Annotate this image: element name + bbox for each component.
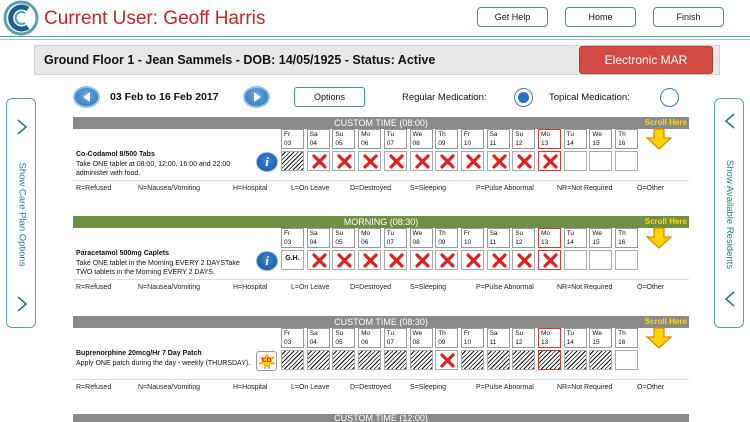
refused-x-icon: [362, 153, 379, 170]
legend-item: S=Sleeping: [410, 185, 447, 192]
row-divider: [73, 379, 689, 380]
triangle-right-icon: [251, 91, 263, 103]
refused-x-icon: [388, 153, 405, 170]
patient-summary: Ground Floor 1 - Jean Sammels - DOB: 14/05/1925 - Status: Active: [44, 53, 436, 67]
time-banner: [73, 316, 689, 328]
administration-cell[interactable]: [461, 350, 484, 370]
legend-item: D=Destroyed: [350, 384, 392, 391]
scroll-here-label[interactable]: Scroll Here: [644, 217, 687, 226]
cell-code-label: G.H.: [285, 255, 300, 262]
administration-cell[interactable]: [615, 151, 638, 171]
header-divider: [0, 36, 750, 37]
refused-x-icon: [439, 153, 456, 170]
day-header-cell: Sa 04: [307, 328, 330, 348]
administration-cell[interactable]: [564, 250, 587, 270]
administration-cell[interactable]: [487, 250, 510, 270]
date-range: 03 Feb to 16 Feb 2017: [110, 91, 219, 103]
legend-item: L=On Leave: [291, 284, 330, 291]
time-banner-label: CUSTOM TIME (08:00): [334, 118, 428, 128]
time-banner-label: CUSTOM TIME (08:30): [334, 317, 428, 327]
administration-cell[interactable]: [512, 151, 535, 171]
day-header-cell: Th 16: [615, 328, 638, 348]
administration-cell[interactable]: [384, 350, 407, 370]
day-header-cell: Tu 07: [384, 228, 407, 248]
administration-cell[interactable]: [435, 151, 458, 171]
day-header-cell: Fr 03: [281, 328, 304, 348]
controlled-drug-icon[interactable]: [256, 351, 277, 371]
administration-cell[interactable]: [512, 350, 535, 370]
administration-cell[interactable]: [461, 250, 484, 270]
day-header-cell: We 15: [589, 228, 612, 248]
medication-name: Buprenorphine 20mcg/Hr 7 Day Patch: [76, 350, 202, 357]
refused-x-icon: [542, 153, 559, 170]
day-header-cell: Su 05: [332, 228, 355, 248]
info-icon[interactable]: i: [256, 251, 278, 271]
administration-cell[interactable]: [332, 350, 355, 370]
administration-cell[interactable]: [487, 151, 510, 171]
day-header-cell: Tu 14: [564, 228, 587, 248]
administration-cell[interactable]: [410, 350, 433, 370]
medication-instructions: Take ONE tablet at 08:00, 12:00, 16:00 and 22:00 administer with food.: [76, 161, 231, 177]
administration-cell[interactable]: [281, 250, 304, 270]
day-header-cell: Su 05: [332, 328, 355, 348]
previous-period-button[interactable]: [73, 86, 100, 108]
day-header-cell: We 15: [589, 328, 612, 348]
day-header-cell: Sa 11: [487, 328, 510, 348]
scroll-here-label[interactable]: Scroll Here: [644, 118, 687, 127]
refused-x-icon: [311, 252, 328, 269]
day-header-cell: Sa 04: [307, 129, 330, 149]
refused-x-icon: [439, 252, 456, 269]
administration-cell[interactable]: [461, 151, 484, 171]
electronic-mar-button[interactable]: Electronic MAR: [579, 46, 713, 74]
radio-selected-dot: [518, 92, 529, 103]
day-header-cell: Fr 10: [461, 228, 484, 248]
legend-item: H=Hospital: [233, 284, 268, 291]
administration-cell[interactable]: [538, 350, 561, 370]
refused-x-icon: [542, 252, 559, 269]
header-divider: [0, 39, 750, 40]
administration-cell[interactable]: [538, 151, 561, 171]
legend-item: N=Nausea/Vomiting: [138, 284, 201, 291]
refused-x-icon: [516, 252, 533, 269]
day-header-cell: Fr 10: [461, 129, 484, 149]
triangle-left-icon: [81, 91, 93, 103]
medication-instructions: Take ONE tablet in the Morning EVERY 2 DAYSTake TWO tablets in the Morning EVERY 2 DAYS.: [76, 260, 240, 276]
administration-cell[interactable]: [512, 250, 535, 270]
legend-item: S=Sleeping: [410, 384, 447, 391]
day-header-cell: We 15: [589, 129, 612, 149]
get-help-button[interactable]: Get Help: [477, 7, 548, 27]
refused-x-icon: [465, 252, 482, 269]
day-header-cell: Mo 13: [538, 228, 561, 248]
day-header-cell: We 08: [410, 328, 433, 348]
day-header-cell: We 08: [410, 129, 433, 149]
day-header-cell: Su 12: [512, 129, 535, 149]
chevron-left-icon: [720, 289, 740, 309]
legend-item: D=Destroyed: [350, 284, 392, 291]
finish-button[interactable]: Finish: [653, 7, 724, 27]
legend-item: O=Other: [637, 284, 665, 291]
legend-item: L=On Leave: [291, 185, 330, 192]
day-header-cell: Mo 13: [538, 328, 561, 348]
administration-cell[interactable]: [410, 151, 433, 171]
medication-instructions: Apply ONE patch during the day - weekly (THURSDAY).: [76, 360, 251, 367]
administration-cell[interactable]: [384, 250, 407, 270]
administration-cell[interactable]: [487, 350, 510, 370]
regular-medication-label: Regular Medication:: [402, 92, 487, 103]
administration-cell[interactable]: [358, 350, 381, 370]
legend-item: N=Nausea/Vomiting: [138, 384, 201, 391]
legend-item: O=Other: [637, 384, 665, 391]
administration-cell[interactable]: [307, 250, 330, 270]
refused-x-icon: [336, 153, 353, 170]
legend-item: S=Sleeping: [410, 284, 447, 291]
day-header-cell: Tu 14: [564, 328, 587, 348]
topical-medication-label: Topical Medication:: [549, 92, 630, 103]
day-header-cell: Fr 03: [281, 129, 304, 149]
day-header-cell: Tu 07: [384, 328, 407, 348]
day-header-cell: Mo 06: [358, 228, 381, 248]
legend-item: D=Destroyed: [350, 185, 392, 192]
controlled-drug-label: CD: [261, 357, 272, 364]
administration-cell[interactable]: [589, 250, 612, 270]
administration-cell[interactable]: [615, 350, 638, 370]
legend-item: NR=Not Required: [557, 384, 613, 391]
refused-x-icon: [491, 153, 508, 170]
administration-cell[interactable]: [564, 151, 587, 171]
regular-medication-radio[interactable]: [514, 88, 533, 107]
day-header-cell: Fr 10: [461, 328, 484, 348]
administration-cell[interactable]: [435, 250, 458, 270]
next-period-button[interactable]: [243, 86, 270, 108]
scroll-down-arrow-icon[interactable]: [645, 327, 673, 349]
options-button[interactable]: Options: [294, 87, 365, 107]
day-header-cell: Tu 14: [564, 129, 587, 149]
info-icon[interactable]: i: [256, 152, 278, 172]
legend-item: L=On Leave: [291, 384, 330, 391]
legend-item: NR=Not Required: [557, 185, 613, 192]
administration-cell[interactable]: [358, 151, 381, 171]
refused-x-icon: [414, 153, 431, 170]
refused-x-icon: [439, 352, 456, 369]
day-header-cell: Su 12: [512, 228, 535, 248]
scroll-down-arrow-icon[interactable]: [645, 128, 673, 150]
day-header-cell: We 08: [410, 228, 433, 248]
day-header-cell: Th 09: [435, 129, 458, 149]
administration-cell[interactable]: [332, 151, 355, 171]
refused-x-icon: [311, 153, 328, 170]
legend-item: O=Other: [637, 185, 665, 192]
medication-name: Paracetamol 500mg Caplets: [76, 250, 169, 257]
app-logo: [2, 0, 42, 36]
refused-x-icon: [414, 252, 431, 269]
care-plan-options-label: Show Care Plan Options: [16, 161, 28, 267]
administration-cell[interactable]: [281, 350, 304, 370]
administration-cell[interactable]: [538, 250, 561, 270]
administration-cell[interactable]: [281, 151, 304, 171]
administration-cell[interactable]: [358, 250, 381, 270]
legend-item: NR=Not Required: [557, 284, 613, 291]
refused-x-icon: [516, 153, 533, 170]
medication-name: Co-Codamol 8/500 Tabs: [76, 151, 155, 158]
scroll-here-label[interactable]: Scroll Here: [644, 317, 687, 326]
day-header-cell: Tu 07: [384, 129, 407, 149]
care-plan-options-panel[interactable]: [6, 98, 36, 328]
day-header-cell: Mo 06: [358, 328, 381, 348]
legend-item: R=Refused: [76, 384, 112, 391]
administration-cell[interactable]: [589, 151, 612, 171]
row-divider: [73, 279, 689, 280]
refused-x-icon: [362, 252, 379, 269]
refused-x-icon: [465, 153, 482, 170]
day-header-cell: Th 16: [615, 228, 638, 248]
administration-cell[interactable]: [307, 151, 330, 171]
time-banner-label: MORNING (08:30): [343, 217, 419, 227]
time-banner: [73, 216, 689, 228]
day-header-cell: Sa 04: [307, 228, 330, 248]
refused-x-icon: [388, 252, 405, 269]
day-header-cell: Sa 11: [487, 228, 510, 248]
available-residents-label: Show Available Residents: [724, 159, 736, 269]
day-header-cell: Th 16: [615, 129, 638, 149]
day-header-cell: Mo 06: [358, 129, 381, 149]
legend-item: N=Nausea/Vomiting: [138, 185, 201, 192]
day-header-cell: Su 12: [512, 328, 535, 348]
refused-x-icon: [336, 252, 353, 269]
administration-cell[interactable]: [332, 250, 355, 270]
legend-item: P=Pulse Abnormal: [476, 185, 534, 192]
time-banner: CUSTOM TIME (12:00): [73, 414, 689, 422]
chevron-right-icon: [12, 294, 32, 314]
day-header-cell: Th 09: [435, 328, 458, 348]
available-residents-panel[interactable]: [714, 98, 744, 328]
administration-cell[interactable]: [435, 350, 458, 370]
legend-item: H=Hospital: [233, 185, 268, 192]
legend-item: R=Refused: [76, 185, 112, 192]
legend-item: P=Pulse Abnormal: [476, 384, 534, 391]
day-header-cell: Th 09: [435, 228, 458, 248]
administration-cell[interactable]: [589, 350, 612, 370]
day-header-cell: Sa 11: [487, 129, 510, 149]
topical-medication-radio[interactable]: [660, 88, 679, 107]
day-header-cell: Mo 13: [538, 129, 561, 149]
administration-cell[interactable]: [564, 350, 587, 370]
administration-cell[interactable]: [410, 250, 433, 270]
current-user-title: Current User: Geoff Harris: [44, 8, 266, 29]
administration-cell[interactable]: [384, 151, 407, 171]
administration-cell[interactable]: [307, 350, 330, 370]
row-divider: [73, 180, 689, 181]
scroll-down-arrow-icon[interactable]: [645, 227, 673, 249]
day-header-cell: Su 05: [332, 129, 355, 149]
day-header-cell: Fr 03: [281, 228, 304, 248]
legend-item: H=Hospital: [233, 384, 268, 391]
legend-item: P=Pulse Abnormal: [476, 284, 534, 291]
refused-x-icon: [491, 252, 508, 269]
administration-cell[interactable]: [615, 250, 638, 270]
home-button[interactable]: Home: [565, 7, 636, 27]
time-banner: [73, 117, 689, 129]
legend-item: R=Refused: [76, 284, 112, 291]
